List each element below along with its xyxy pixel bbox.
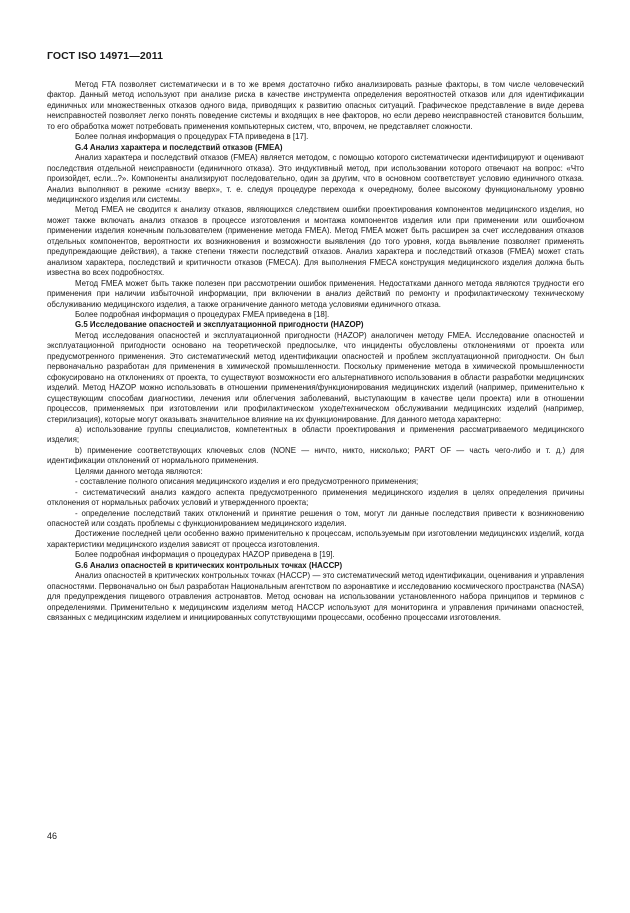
document-body bbox=[47, 80, 584, 624]
page-number: 46 bbox=[47, 831, 58, 841]
paragraph-fta-reference: Более полная информация о процедурах FTA приведена в [17]. bbox=[75, 132, 309, 142]
paragraph-fmea-reference: Более подробная информация о процедурах FMEA приведена в [18]. bbox=[75, 309, 330, 319]
section-heading-g4: G.4 Анализ характера и последствий отказов (FMEA) bbox=[75, 142, 283, 152]
section-heading-g5: G.5 Исследование опасностей и эксплуатационной пригодности (HAZOP) bbox=[75, 320, 364, 330]
paragraph-hazop-description: Метод исследования опасностей и эксплуатационной пригодности (HAZOP) аналогичен методу FMEA. Исследование опасностей и эксплуатационной пригодности основано на теоретической предпосылке, что инциденты обусловлены отклонениями от проекта или предусмотренного применения. Это систематический метод идентификации опасностей и проблем эксплуатационной пригодности. Он был первоначально разработан для применения в химической промышленности. Поскольку применение метода в химической промышленности сфокусировано на отклонениях от проекта, то существуют возможности его альтернативного использования в области разработки медицинских изделий. Метод HAZOP можно использовать в отношении применения/функционирования медицинских изделий (например, применительно к существующим способам диагностики, лечения или облегчения заболеваний, выступающим в качестве цели проекта) или в отношении процессов, применяемых при изготовлении или профилактическом уходе/техническом обслуживании медицинских изделий (например, стерилизация), которые могут оказывать значительное влияние на их функционирование. Для данного метода характерно: bbox=[47, 330, 584, 424]
page-header-standard: ГОСТ ISO 14971—2011 bbox=[47, 50, 164, 62]
paragraph-hazop-last-goal: Достижение последней цели особенно важно применительно к процессам, используемым при изготовлении медицинских изделий, когда характеристики медицинского изделия зависят от процесса изготовления. bbox=[47, 529, 584, 549]
list-item-goal-2: - систематический анализ каждого аспекта предусмотренного применения медицинского изделия в целях определения причины отклонения от нормальных рабочих условий и утвержденного проекта; bbox=[47, 487, 584, 508]
paragraph-haccp-description: Анализ опасностей в критических контрольных точках (HACCP) — это систематический метод идентификации, оценивания и управления опасностями. Первоначально он был разработан Национальным агентством по аэронавтике и исследованию космического пространства (NASA) для предупреждения пищевого отравления астронавтов. Метод основан на использовании установленного набора принципов и терминов с определениями. Применительно к медицинским изделиям метод HACCP используют для мониторинга и управления причинами опасностей, связанных с медицинским изделием и инициированных сопутствующими процессами, особенно процессами изготовления. bbox=[47, 571, 584, 623]
paragraph-fmea-limitations: Метод FMEA может быть также полезен при рассмотрении ошибок применения. Недостатками данного метода являются трудности его применения при наличии избыточной информации, при включении в анализ действий по ремонту и профилактическому техническому обслуживанию медицинского изделия, а также ограничение данного метода условиями единичного отказа. bbox=[47, 278, 584, 309]
list-item-goal-1: - составление полного описания медицинского изделия и его предусмотренного применения; bbox=[75, 477, 419, 487]
list-item-goal-3: - определение последствий таких отклонений и принятие решения о том, могут ли данные последствия привести к возникновению опасностей или создать проблемы с функционированием медицинского изделия. bbox=[47, 508, 584, 529]
list-item-a: a) использование группы специалистов, компетентных в области проектирования и применения рассматриваемого медицинского изделия; bbox=[47, 424, 584, 445]
paragraph-hazop-reference: Более подробная информация о процедурах HAZOP приведена в [19]. bbox=[75, 550, 335, 560]
paragraph-hazop-goals-intro: Целями данного метода являются: bbox=[75, 466, 203, 476]
list-item-b: b) применение соответствующих ключевых слов (NONE — ничто, никто, нисколько; PART OF — часть чего-либо и т. д.) для идентификации отклонений от нормального применения. bbox=[47, 445, 584, 466]
paragraph-fmea-scope: Метод FMEA не сводится к анализу отказов, являющихся следствием ошибки проектирования компонентов медицинского изделия, но может также включать анализ отказов в процессе изготовления и монтажа компонентов изделия или при применении или ошибочном применении изделия конечным пользователем (применение метода FMEA). Метод FMEA может быть расширен за счет исследования отказов отдельных компонентов, вероятности их возникновения и возможности выявления (до того уровня, когда выявление позволяет применять предупреждающие действия), а также степени тяжести последствий отказов. Анализ характера и последствий отказов (FMEA) может стать анализом характера, последствий и критичности отказов (FMECA). Для выполнения FMECA конструкция медицинского изделия должна быть известна во всех подробностях. bbox=[47, 205, 584, 278]
paragraph-fta-description: Метод FTA позволяет систематически и в то же время достаточно гибко анализировать разные факторы, в том числе человеческий фактор. Данный метод используют при анализе риска в качестве инструмента определения вероятностей отказов или для идентификации единичных или множественных отказов одного вида, приводящих к развитию опасных ситуаций. Графическое представление в виде дерева неисправностей позволяет легко понять поведение системы и входящих в нее факторов, но если дерево неисправностей становится большим, то его обработка может потребовать применения компьютерных систем, что, впрочем, не представляет сложности. bbox=[47, 80, 584, 131]
paragraph-fmea-definition: Анализ характера и последствий отказов (FMEA) является методом, с помощью которого систематически идентифицируют и оценивают последствия отдельной неисправности (единичного отказа). Это индуктивный метод, при использовании которого отвечают на вопрос: «Что произойдет, если...?». Компоненты анализируют последовательно, один за другим, что в основном соответствует условию единичного отказа. Анализ выполняют в режиме «снизу вверх», т. е. следуя процедуре перехода к очередному, более высокому функциональному уровню медицинского изделия или системы. bbox=[47, 153, 584, 204]
section-heading-g6: G.6 Анализ опасностей в критических контрольных точках (HACCP) bbox=[75, 560, 343, 570]
